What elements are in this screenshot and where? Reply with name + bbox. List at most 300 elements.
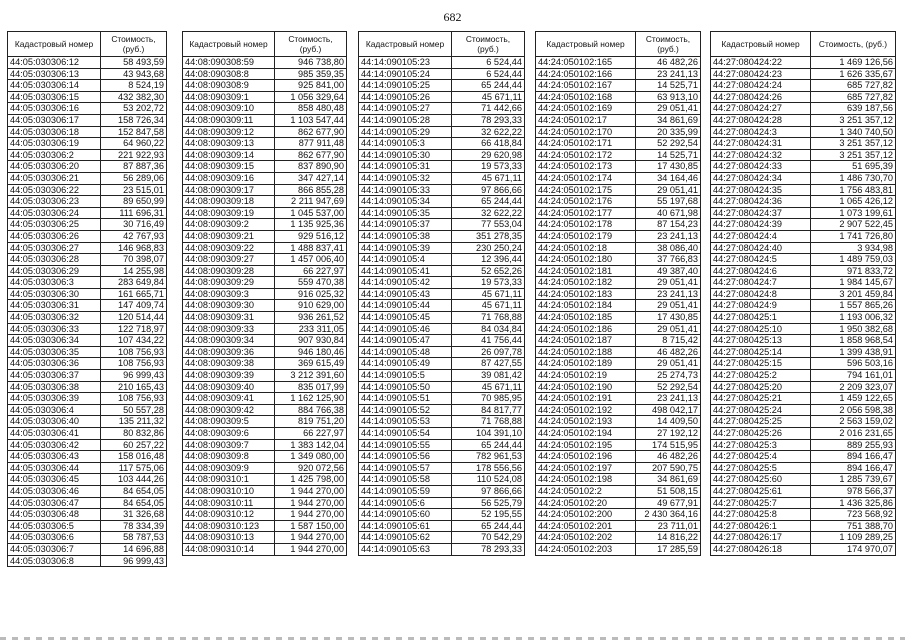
cadastral-number-cell: 44:08:090309:27	[183, 254, 275, 266]
table-row	[711, 462, 896, 474]
cadastral-number-cell: 44:24:050102:174	[536, 172, 636, 184]
table-row	[359, 451, 525, 463]
cadastral-number-cell: 44:14:090105:52	[359, 404, 452, 416]
table-row	[8, 300, 167, 312]
cost-cell: 1 944 270,00	[275, 532, 347, 544]
cadastral-number-cell: 44:05:030306:15	[8, 91, 101, 103]
table-row	[183, 358, 347, 370]
table-row	[711, 335, 896, 347]
table-row	[8, 254, 167, 266]
cost-cell: 147 409,74	[101, 300, 167, 312]
table-row	[8, 230, 167, 242]
table-row	[183, 91, 347, 103]
cadastral-number-cell: 44:14:090105:25	[359, 80, 452, 92]
table-row	[536, 172, 701, 184]
table-row	[359, 184, 525, 196]
table-row	[536, 312, 701, 324]
cost-cell: 29 051,41	[636, 103, 701, 115]
cost-cell: 71 768,88	[452, 312, 525, 324]
table-row	[8, 532, 167, 544]
cadastral-number-cell: 44:05:030306:28	[8, 254, 101, 266]
cadastral-number-cell: 44:27:080426:18	[711, 543, 811, 555]
cost-cell: 1 858 968,54	[811, 335, 896, 347]
table-row	[711, 428, 896, 440]
cadastral-number-cell: 44:05:030306:14	[8, 80, 101, 92]
table-row	[183, 161, 347, 173]
table-row	[711, 68, 896, 80]
cost-cell: 55 197,68	[636, 196, 701, 208]
cadastral-number-cell: 44:14:090105:29	[359, 126, 452, 138]
table-row	[183, 323, 347, 335]
cadastral-number-cell: 44:27:080425:10	[711, 323, 811, 335]
table-row	[711, 532, 896, 544]
cost-cell: 70 398,07	[101, 254, 167, 266]
cost-cell: 1 349 080,00	[275, 451, 347, 463]
cadastral-number-cell: 44:24:050102:193	[536, 416, 636, 428]
table-row	[711, 126, 896, 138]
table-row	[183, 68, 347, 80]
cadastral-number-cell: 44:27:080424:33	[711, 161, 811, 173]
table-row	[8, 543, 167, 555]
cadastral-number-cell: 44:27:080426:1	[711, 520, 811, 532]
cost-cell: 1 340 740,50	[811, 126, 896, 138]
cadastral-number-cell: 44:24:050102:178	[536, 219, 636, 231]
table-row	[359, 68, 525, 80]
cost-cell: 907 930,84	[275, 335, 347, 347]
cadastral-number-cell: 44:24:050102:203	[536, 543, 636, 555]
table-row	[183, 300, 347, 312]
cadastral-number-cell: 44:05:030306:46	[8, 485, 101, 497]
table-row	[8, 335, 167, 347]
cadastral-number-cell: 44:08:090309:9	[183, 462, 275, 474]
cadastral-number-cell: 44:05:030306:4	[8, 404, 101, 416]
cadastral-number-cell: 44:08:090309:33	[183, 323, 275, 335]
cadastral-number-cell: 44:05:030306:24	[8, 207, 101, 219]
cadastral-number-cell: 44:14:090105:44	[359, 300, 452, 312]
table-row	[359, 207, 525, 219]
cadastral-number-cell: 44:24:050102:196	[536, 451, 636, 463]
cadastral-number-cell: 44:27:080424:8	[711, 288, 811, 300]
cost-cell: 1 056 329,64	[275, 91, 347, 103]
cadastral-number-cell: 44:05:030306:32	[8, 312, 101, 324]
cadastral-number-cell: 44:08:090309:2	[183, 219, 275, 231]
table-row	[711, 172, 896, 184]
cost-cell: 52 652,26	[452, 265, 525, 277]
cadastral-number-cell: 44:24:050102:180	[536, 254, 636, 266]
cost-cell: 122 718,97	[101, 323, 167, 335]
table-row	[711, 196, 896, 208]
cost-cell: 51 508,15	[636, 485, 701, 497]
table-row	[711, 358, 896, 370]
cadastral-number-cell: 44:08:090310:11	[183, 497, 275, 509]
cost-cell: 120 514,44	[101, 312, 167, 324]
table-row	[359, 520, 525, 532]
cadastral-number-cell: 44:24:050102:173	[536, 161, 636, 173]
cost-cell: 1 425 798,00	[275, 474, 347, 486]
table-row	[8, 68, 167, 80]
cadastral-number-cell: 44:05:030306:23	[8, 196, 101, 208]
cadastral-number-cell: 44:08:090309:28	[183, 265, 275, 277]
cadastral-number-cell: 44:24:050102:200	[536, 509, 636, 521]
cost-cell: 283 649,84	[101, 277, 167, 289]
table-row	[711, 161, 896, 173]
cadastral-number-cell: 44:14:090105:56	[359, 451, 452, 463]
cost-cell: 45 671,11	[452, 172, 525, 184]
table-row	[183, 532, 347, 544]
table-row	[359, 196, 525, 208]
table-row	[8, 277, 167, 289]
cadastral-number-cell: 44:27:080424:7	[711, 277, 811, 289]
cost-cell: 23 241,13	[636, 230, 701, 242]
cadastral-number-cell: 44:08:090309:36	[183, 346, 275, 358]
table-row	[359, 277, 525, 289]
cost-cell: 1 073 199,61	[811, 207, 896, 219]
header-cost: Стоимость, (руб.)	[101, 32, 167, 57]
table-row	[8, 242, 167, 254]
cost-cell: 23 711,01	[636, 520, 701, 532]
table-row	[711, 474, 896, 486]
page-number: 682	[443, 10, 462, 24]
table-row	[711, 103, 896, 115]
cadastral-number-cell: 44:27:080424:34	[711, 172, 811, 184]
header-cadastral-number: Кадастровый номер	[536, 32, 636, 57]
table-row	[711, 91, 896, 103]
table-row	[8, 114, 167, 126]
cadastral-number-cell: 44:27:080425:21	[711, 393, 811, 405]
cost-cell: 12 396,44	[452, 254, 525, 266]
cost-cell: 1 488 837,41	[275, 242, 347, 254]
cadastral-number-cell: 44:08:090309:30	[183, 300, 275, 312]
cost-cell: 894 166,47	[811, 462, 896, 474]
cadastral-number-cell: 44:27:080425:60	[711, 474, 811, 486]
cadastral-number-cell: 44:08:090309:13	[183, 138, 275, 150]
cost-cell: 17 285,59	[636, 543, 701, 555]
table-row	[183, 172, 347, 184]
cost-cell: 14 816,22	[636, 532, 701, 544]
cadastral-number-cell: 44:27:080424:37	[711, 207, 811, 219]
table-row	[183, 485, 347, 497]
cadastral-table-5	[710, 31, 896, 556]
table-row	[711, 416, 896, 428]
cadastral-number-cell: 44:27:080425:1	[711, 312, 811, 324]
table-row	[536, 219, 701, 231]
cadastral-number-cell: 44:08:090309:39	[183, 370, 275, 382]
cost-cell: 14 696,88	[101, 543, 167, 555]
cost-cell: 1 741 726,80	[811, 230, 896, 242]
table-row	[183, 393, 347, 405]
cadastral-number-cell: 44:27:080424:5	[711, 254, 811, 266]
cadastral-number-cell: 44:14:090105:53	[359, 416, 452, 428]
table-row	[711, 114, 896, 126]
cost-cell: 916 025,32	[275, 288, 347, 300]
cadastral-number-cell: 44:08:090310:1	[183, 474, 275, 486]
table-row	[711, 451, 896, 463]
header-cadastral-number: Кадастровый номер	[183, 32, 275, 57]
table-row	[183, 474, 347, 486]
cost-cell: 17 430,85	[636, 312, 701, 324]
cost-cell: 837 890,90	[275, 161, 347, 173]
cadastral-number-cell: 44:14:090105:63	[359, 543, 452, 555]
cadastral-number-cell: 44:05:030306:25	[8, 219, 101, 231]
cadastral-number-cell: 44:27:080425:15	[711, 358, 811, 370]
cost-cell: 39 081,42	[452, 370, 525, 382]
cost-cell: 49 677,91	[636, 497, 701, 509]
cost-cell: 97 866,66	[452, 485, 525, 497]
cadastral-number-cell: 44:14:090105:54	[359, 428, 452, 440]
cost-cell: 84 817,77	[452, 404, 525, 416]
cadastral-number-cell: 44:24:050102:189	[536, 358, 636, 370]
cost-cell: 34 861,69	[636, 474, 701, 486]
table-row	[536, 288, 701, 300]
cost-cell: 925 841,00	[275, 80, 347, 92]
table-row	[536, 80, 701, 92]
cadastral-number-cell: 44:24:050102:188	[536, 346, 636, 358]
cadastral-value-tables	[0, 31, 905, 635]
cadastral-number-cell: 44:08:090309:18	[183, 196, 275, 208]
cost-cell: 31 326,68	[101, 509, 167, 521]
cadastral-number-cell: 44:08:090310:14	[183, 543, 275, 555]
cadastral-number-cell: 44:08:090309:11	[183, 114, 275, 126]
cost-cell: 1 984 145,67	[811, 277, 896, 289]
table-row	[359, 358, 525, 370]
cadastral-number-cell: 44:05:030306:21	[8, 172, 101, 184]
table-row	[183, 346, 347, 358]
cadastral-number-cell: 44:05:030306:6	[8, 532, 101, 544]
table-row	[8, 381, 167, 393]
cost-cell: 347 427,14	[275, 172, 347, 184]
cost-cell: 56 289,06	[101, 172, 167, 184]
cost-cell: 45 671,11	[452, 91, 525, 103]
cost-cell: 1 469 126,56	[811, 57, 896, 69]
cost-cell: 1 459 122,65	[811, 393, 896, 405]
cost-cell: 1 489 759,03	[811, 254, 896, 266]
cost-cell: 3 251 357,12	[811, 138, 896, 150]
cadastral-number-cell: 44:05:030306:39	[8, 393, 101, 405]
cost-cell: 63 913,10	[636, 91, 701, 103]
table-row	[183, 207, 347, 219]
table-row	[183, 416, 347, 428]
cadastral-number-cell: 44:27:080424:39	[711, 219, 811, 231]
cadastral-number-cell: 44:05:030306:41	[8, 428, 101, 440]
table-row	[711, 80, 896, 92]
table-row	[536, 149, 701, 161]
cadastral-number-cell: 44:08:090309:21	[183, 230, 275, 242]
table-row	[359, 428, 525, 440]
table-row	[183, 520, 347, 532]
cadastral-number-cell: 44:27:080425:26	[711, 428, 811, 440]
cadastral-number-cell: 44:14:090105:55	[359, 439, 452, 451]
cadastral-number-cell: 44:05:030306:3	[8, 277, 101, 289]
table-row	[8, 138, 167, 150]
table-row	[8, 474, 167, 486]
table-row	[183, 196, 347, 208]
table-row	[711, 381, 896, 393]
cadastral-number-cell: 44:14:090105:41	[359, 265, 452, 277]
cost-cell: 29 051,41	[636, 277, 701, 289]
cadastral-number-cell: 44:05:030306:45	[8, 474, 101, 486]
cadastral-number-cell: 44:14:090105:23	[359, 57, 452, 69]
cost-cell: 751 388,70	[811, 520, 896, 532]
cadastral-number-cell: 44:08:090308:9	[183, 80, 275, 92]
cost-cell: 1 557 865,26	[811, 300, 896, 312]
cost-cell: 60 257,22	[101, 439, 167, 451]
cadastral-number-cell: 44:05:030306:36	[8, 358, 101, 370]
cadastral-number-cell: 44:05:030306:12	[8, 57, 101, 69]
cost-cell: 1 045 537,00	[275, 207, 347, 219]
cost-cell: 210 165,43	[101, 381, 167, 393]
cadastral-number-cell: 44:27:080424:35	[711, 184, 811, 196]
cadastral-number-cell: 44:08:090309:15	[183, 161, 275, 173]
header-cadastral-number: Кадастровый номер	[8, 32, 101, 57]
cadastral-number-cell: 44:05:030306:48	[8, 509, 101, 521]
cadastral-table-4	[535, 31, 701, 556]
cadastral-number-cell: 44:05:030306:30	[8, 288, 101, 300]
table-row	[536, 428, 701, 440]
table-row	[711, 149, 896, 161]
table-row	[536, 451, 701, 463]
table-row	[183, 138, 347, 150]
table-row	[711, 323, 896, 335]
cadastral-number-cell: 44:08:090309:19	[183, 207, 275, 219]
cost-cell: 66 227,97	[275, 428, 347, 440]
cost-cell: 8 524,19	[101, 80, 167, 92]
cost-cell: 146 968,83	[101, 242, 167, 254]
cost-cell: 19 573,33	[452, 161, 525, 173]
table-row	[8, 485, 167, 497]
header-cost: Стоимость, (руб.)	[811, 32, 896, 57]
cadastral-number-cell: 44:27:080425:24	[711, 404, 811, 416]
table-row	[711, 184, 896, 196]
table-row	[183, 428, 347, 440]
cost-cell: 38 086,40	[636, 242, 701, 254]
cadastral-number-cell: 44:27:080425:25	[711, 416, 811, 428]
header-cost: Стоимость, (руб.)	[275, 32, 347, 57]
cadastral-number-cell: 44:14:090105:62	[359, 532, 452, 544]
cost-cell: 40 671,98	[636, 207, 701, 219]
cost-cell: 108 756,93	[101, 358, 167, 370]
header-cost: Стоимость, (руб.)	[636, 32, 701, 57]
cost-cell: 1 944 270,00	[275, 485, 347, 497]
cost-cell: 2 430 364,16	[636, 509, 701, 521]
cadastral-number-cell: 44:24:050102:169	[536, 103, 636, 115]
cost-cell: 89 650,99	[101, 196, 167, 208]
table-row	[536, 161, 701, 173]
table-row	[711, 242, 896, 254]
cadastral-number-cell: 44:08:090309:29	[183, 277, 275, 289]
cost-cell: 158 726,34	[101, 114, 167, 126]
table-row	[711, 497, 896, 509]
cost-cell: 782 961,53	[452, 451, 525, 463]
cost-cell: 52 292,54	[636, 138, 701, 150]
cost-cell: 29 051,41	[636, 300, 701, 312]
table-row	[711, 312, 896, 324]
cadastral-number-cell: 44:27:080426:17	[711, 532, 811, 544]
cost-cell: 53 202,72	[101, 103, 167, 115]
cost-cell: 819 751,20	[275, 416, 347, 428]
cadastral-number-cell: 44:27:080424:28	[711, 114, 811, 126]
cost-cell: 3 212 391,60	[275, 370, 347, 382]
table-row	[8, 509, 167, 521]
table-row	[8, 358, 167, 370]
table-row	[536, 393, 701, 405]
table-row	[8, 265, 167, 277]
cost-cell: 1 103 547,44	[275, 114, 347, 126]
cost-cell: 108 756,93	[101, 346, 167, 358]
cost-cell: 25 274,73	[636, 370, 701, 382]
table-row	[536, 277, 701, 289]
cadastral-number-cell: 44:08:090308:59	[183, 57, 275, 69]
cadastral-number-cell: 44:24:050102:172	[536, 149, 636, 161]
cadastral-number-cell: 44:05:030306:38	[8, 381, 101, 393]
cost-cell: 369 615,49	[275, 358, 347, 370]
table-row	[711, 346, 896, 358]
cost-cell: 3 251 357,12	[811, 114, 896, 126]
table-row	[359, 416, 525, 428]
cadastral-number-cell: 44:27:080424:9	[711, 300, 811, 312]
cost-cell: 152 847,58	[101, 126, 167, 138]
cadastral-number-cell: 44:08:090310:13	[183, 532, 275, 544]
cost-cell: 84 034,84	[452, 323, 525, 335]
cadastral-number-cell: 44:14:090105:34	[359, 196, 452, 208]
cost-cell: 2 209 323,07	[811, 381, 896, 393]
cadastral-number-cell: 44:27:080425:5	[711, 462, 811, 474]
cadastral-number-cell: 44:24:050102:167	[536, 80, 636, 92]
cadastral-number-cell: 44:14:090105:33	[359, 184, 452, 196]
table-row	[183, 219, 347, 231]
cadastral-number-cell: 44:24:050102:198	[536, 474, 636, 486]
cadastral-number-cell: 44:27:080425:7	[711, 497, 811, 509]
cost-cell: 96 999,43	[101, 555, 167, 567]
cadastral-number-cell: 44:24:050102:184	[536, 300, 636, 312]
cost-cell: 51 695,39	[811, 161, 896, 173]
cadastral-number-cell: 44:08:090309:10	[183, 103, 275, 115]
table-row	[8, 219, 167, 231]
table-row	[359, 80, 525, 92]
cadastral-number-cell: 44:05:030306:42	[8, 439, 101, 451]
table-row	[536, 114, 701, 126]
cost-cell: 835 017,99	[275, 381, 347, 393]
cost-cell: 19 573,33	[452, 277, 525, 289]
cost-cell: 1 162 125,90	[275, 393, 347, 405]
table-row	[359, 138, 525, 150]
table-row	[536, 404, 701, 416]
cadastral-number-cell: 44:08:090309:12	[183, 126, 275, 138]
cadastral-number-cell: 44:24:050102:166	[536, 68, 636, 80]
table-row	[8, 80, 167, 92]
cadastral-number-cell: 44:14:090105:61	[359, 520, 452, 532]
cadastral-number-cell: 44:24:050102:177	[536, 207, 636, 219]
cost-cell: 3 934,98	[811, 242, 896, 254]
cadastral-number-cell: 44:14:090105:42	[359, 277, 452, 289]
cadastral-number-cell: 44:14:090105:5	[359, 370, 452, 382]
cadastral-number-cell: 44:24:050102:191	[536, 393, 636, 405]
cost-cell: 207 590,75	[636, 462, 701, 474]
cadastral-number-cell: 44:08:090309:14	[183, 149, 275, 161]
table-row	[8, 462, 167, 474]
cost-cell: 78 334,39	[101, 520, 167, 532]
cadastral-number-cell: 44:05:030306:22	[8, 184, 101, 196]
table-row	[183, 126, 347, 138]
table-row	[536, 300, 701, 312]
cadastral-number-cell: 44:08:090309:34	[183, 335, 275, 347]
table-row	[359, 393, 525, 405]
cost-cell: 723 568,92	[811, 509, 896, 521]
cadastral-number-cell: 44:05:030306:16	[8, 103, 101, 115]
cadastral-number-cell: 44:14:090105:32	[359, 172, 452, 184]
cadastral-number-cell: 44:05:030306:37	[8, 370, 101, 382]
cadastral-number-cell: 44:05:030306:43	[8, 451, 101, 463]
table-row	[536, 381, 701, 393]
